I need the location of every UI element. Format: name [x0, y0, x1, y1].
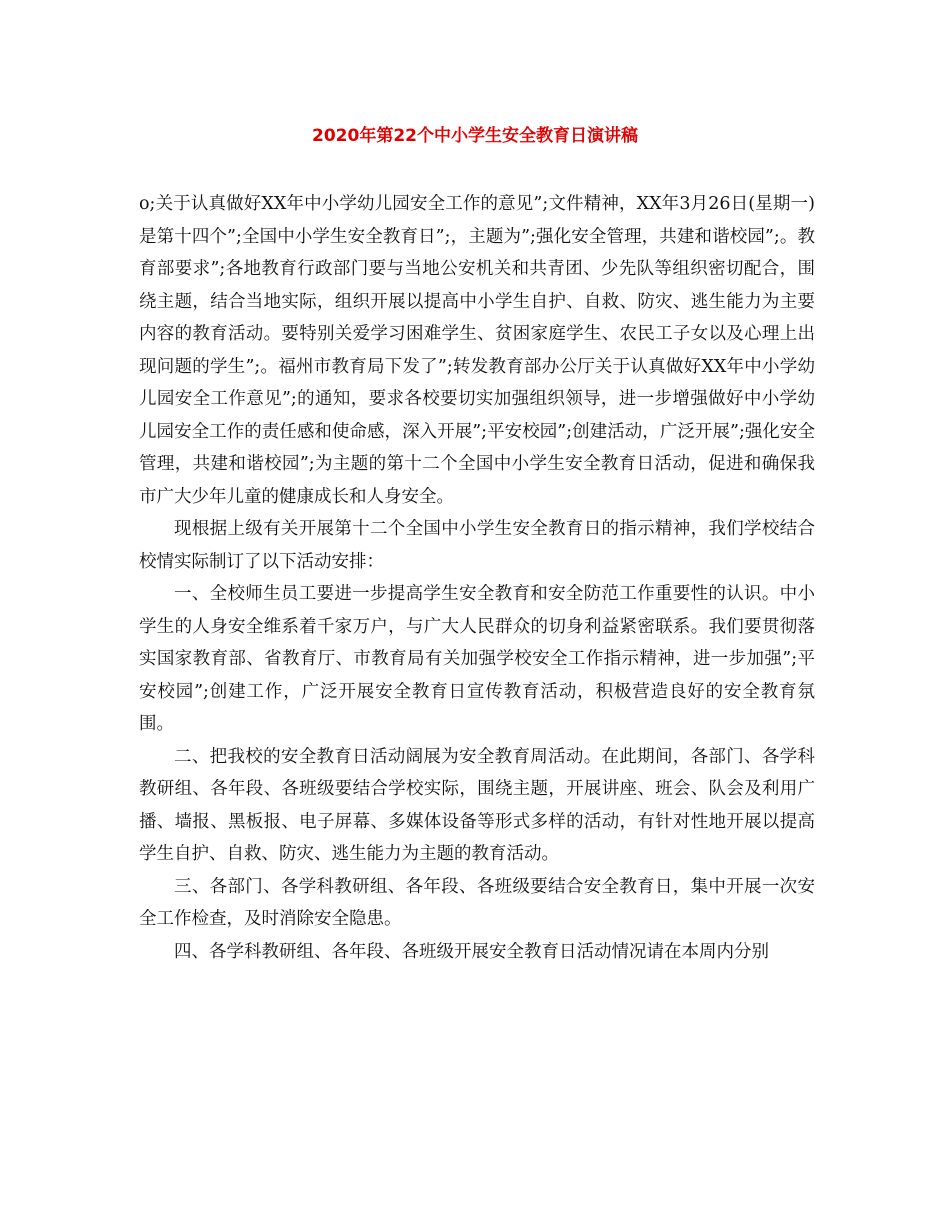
- paragraph-item-2: 二、把我校的安全教育日活动阔展为安全教育周活动。在此期间，各部门、各学科教研组、各年段、各班级要结合学校实际，围绕主题，开展讲座、班会、队会及利用广播、墙报、黑板报、电子屏幕、多媒体设备等形式多样的活动，有针对性地开展以提高学生自护、自救、防灾、逃生能力为主题的教育活动。: [139, 746, 815, 864]
- paragraph-arrangement: 现根据上级有关开展第十二个全国中小学生安全教育日的指示精神，我们学校结合校情实际制订了以下活动安排：: [139, 519, 815, 572]
- paragraph-item-4: 四、各学科教研组、各年段、各班级开展安全教育日活动情况请在本周内分别: [174, 941, 769, 962]
- paragraph-intro: o;关于认真做好XX年中小学幼儿园安全工作的意见”;文件精神，XX年3月26日(星期一)是第十四个”;全国中小学生安全教育日”;，主题为”;强化安全管理，共建和谐校园”;。教育部要求”;各地教育行政部门要与当地公安机关和共青团、少先队等组织密切配合，围绕主题，结合当地实际，组织开展以提高中小学生自护、自救、防灾、逃生能力为主要内容的教育活动。要特别关爱学习困难学生、贫困家庭学生、农民工子女以及心理上出现问题的学生”;。福州市教育局下发了”;转发教育部办公厅关于认真做好XX年中小学幼儿园安全工作意见”;的通知，要求各校要切实加强组织领导，进一步增强做好中小学幼儿园安全工作的责任感和使命感，深入开展”;平安校园”;创建活动，广泛开展”;强化安全管理，共建和谐校园”;为主题的第十二个全国中小学生安全教育日活动，促进和确保我市广大少年儿童的健康成长和人身安全。: [139, 194, 815, 507]
- document-body: [139, 188, 815, 968]
- document-title: 2020年第22个中小学生安全教育日演讲稿: [312, 126, 638, 146]
- paragraph-item-3: 三、各部门、各学科教研组、各年段、各班级要结合安全教育日，集中开展一次安全工作检查，及时消除安全隐患。: [139, 876, 815, 929]
- paragraph-item-1: 一、全校师生员工要进一步提高学生安全教育和安全防范工作重要性的认识。中小学生的人身安全维系着千家万户，与广大人民群众的切身利益紧密联系。我们要贯彻落实国家教育部、省教育厅、市教育局有关加强学校安全工作指示精神，进一步加强”;平安校园”;创建工作，广泛开展安全教育日宣传教育活动，积极营造良好的安全教育氛围。: [139, 584, 815, 734]
